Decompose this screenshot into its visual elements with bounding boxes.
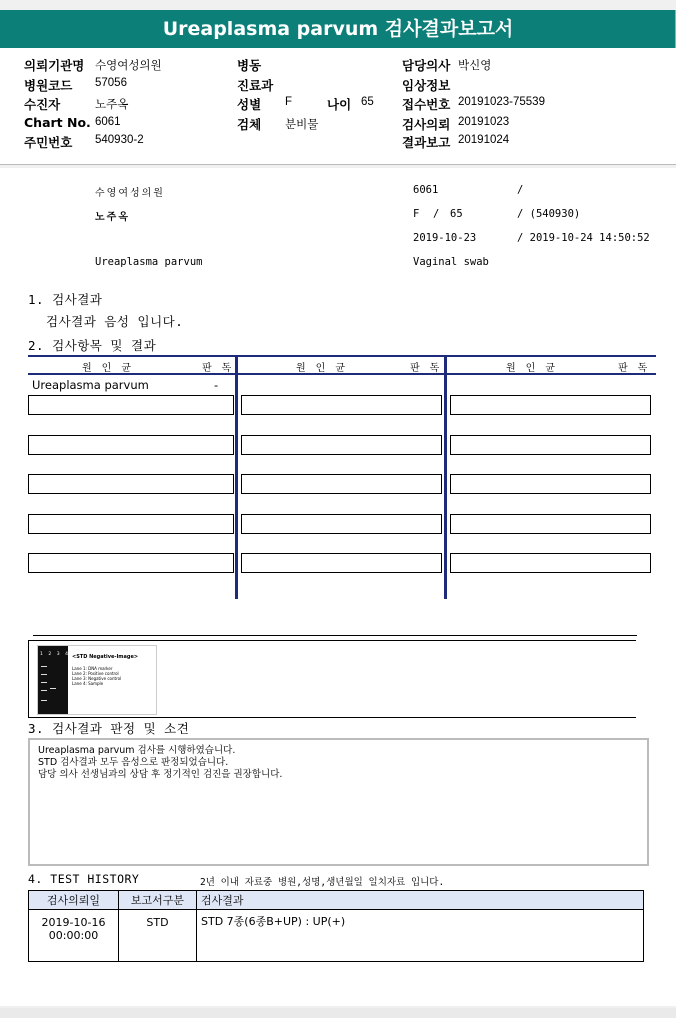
- gel-band: [50, 688, 56, 689]
- col2-result-header: 판 독: [410, 363, 442, 374]
- comment-box: [28, 738, 649, 866]
- section3-heading: 3. 검사결과 판정 및 소견: [28, 721, 190, 736]
- history-date-cell: [29, 910, 119, 962]
- summary-sep: /: [433, 208, 440, 220]
- gel-band: [41, 682, 47, 683]
- gel-image-frame: [28, 640, 636, 718]
- result-cell: [450, 514, 651, 534]
- sex-label: 성별: [237, 97, 262, 112]
- report-date-value: 20191024: [458, 134, 510, 146]
- summary-slash: /: [517, 184, 524, 196]
- result-cell: [450, 474, 651, 494]
- summary-sex: F: [413, 208, 420, 220]
- grid-divider-1: [235, 357, 238, 599]
- age-value: 65: [361, 96, 374, 108]
- history-header-row: [29, 891, 644, 910]
- gel-lane-number: 4: [65, 652, 68, 657]
- doctor-label: 담당의사: [402, 58, 451, 73]
- gel-band: [41, 666, 47, 667]
- col3-result-header: 판 독: [618, 363, 650, 374]
- col1-pathogen-header: 원 인 균: [82, 363, 134, 374]
- chart-no-label: Chart No.: [24, 115, 91, 130]
- history-header-date: 검사의뢰일: [29, 891, 119, 910]
- col1-result-header: 판 독: [202, 363, 234, 374]
- result-cell: [450, 395, 651, 415]
- summary-rrn: / (540930): [517, 208, 581, 220]
- doctor-value: 박신영: [458, 60, 492, 72]
- ward-label: 병동: [237, 58, 262, 73]
- comment-line: STD 검사결과 모두 음성으로 판정되었습니다.: [38, 757, 229, 768]
- gel-lane-number: 2: [48, 652, 52, 657]
- gel-lane-number: 3: [56, 652, 60, 657]
- summary-age: 65: [450, 208, 463, 220]
- specimen-value: 분비물: [285, 119, 319, 131]
- summary-date1: 2019-10-23: [413, 232, 477, 244]
- gel-band: [41, 690, 47, 691]
- grid-divider-2: [444, 357, 447, 599]
- result-cell: [28, 553, 234, 573]
- gel-band: [41, 674, 47, 675]
- request-date-label: 검사의뢰: [402, 117, 451, 132]
- clinic-label: 의뢰기관명: [24, 58, 85, 73]
- bottom-strip: [0, 1008, 676, 1018]
- specimen-label: 검체: [237, 117, 262, 132]
- history-header-type: 보고서구분: [119, 891, 197, 910]
- hospital-code-value: 57056: [95, 77, 127, 89]
- report-date-label: 결과보고: [402, 135, 451, 150]
- report-sheet: [0, 168, 676, 1006]
- gel-legend-line: Lane 2: Positive control: [72, 671, 119, 676]
- rrn-value: 540930-2: [95, 134, 144, 146]
- section4-heading: 4. TEST HISTORY: [28, 872, 140, 886]
- summary-test-name: Ureaplasma parvum: [95, 256, 203, 268]
- chart-no-value: 6061: [95, 116, 121, 128]
- history-time: 00:00:00: [48, 929, 99, 942]
- gel-legend-lines: [72, 666, 121, 686]
- gel-band: [41, 700, 47, 701]
- sex-value: F: [285, 96, 293, 108]
- history-note: 2년 이내 자료중 병원,성명,생년월일 일치자료 입니다.: [200, 877, 445, 888]
- result-cell: [28, 435, 234, 455]
- comment-line: Ureaplasma parvum 검사를 시행하였습니다.: [38, 745, 236, 756]
- result-cell: [241, 474, 442, 494]
- request-date-value: 20191023: [458, 116, 510, 128]
- gel-lane-numbers: [40, 652, 68, 660]
- gel-legend-line: Lane 3: Negative control: [72, 676, 122, 681]
- section1-text: 검사결과 음성 입니다.: [46, 314, 184, 329]
- patient-value: 노주옥: [95, 99, 129, 111]
- summary-specimen: Vaginal swab: [413, 256, 489, 268]
- result-cell: [450, 553, 651, 573]
- result-cell: [28, 514, 234, 534]
- result-cell: [28, 474, 234, 494]
- history-date: 2019-10-16: [41, 916, 106, 929]
- table-row: [29, 910, 644, 962]
- gel-legend-line: Lane 4: Sample: [72, 681, 104, 686]
- history-result: STD 7종(6종B+UP) : UP(+): [197, 910, 644, 962]
- history-header-result: 검사결과: [197, 891, 644, 910]
- result-cell: [241, 435, 442, 455]
- summary-date2: / 2019-10-24 14:50:52: [517, 232, 650, 244]
- patient-label: 수진자: [24, 97, 61, 112]
- receipt-no-label: 접수번호: [402, 97, 451, 112]
- clinical-info-label: 임상정보: [402, 78, 451, 93]
- summary-clinic: 수영여성의원: [95, 188, 165, 199]
- row1-pathogen: Ureaplasma parvum: [32, 378, 149, 392]
- gel-rule: [33, 635, 637, 636]
- hospital-code-label: 병원코드: [24, 78, 73, 93]
- receipt-no-value: 20191023-75539: [458, 96, 545, 108]
- result-cell: [241, 395, 442, 415]
- gel-legend-title: <STD Negative-Image>: [72, 654, 139, 660]
- section2-heading: 2. 검사항목 및 결과: [28, 338, 157, 353]
- col3-pathogen-header: 원 인 균: [506, 363, 558, 374]
- row1-result: -: [214, 378, 219, 392]
- col2-pathogen-header: 원 인 균: [296, 363, 348, 374]
- department-label: 진료과: [237, 78, 274, 93]
- gel-legend-line: Lane 1: DNA marker: [72, 666, 113, 671]
- clinic-value: 수영여성의원: [95, 60, 162, 72]
- rrn-label: 주민번호: [24, 135, 73, 150]
- history-table: [28, 890, 644, 962]
- summary-chart: 6061: [413, 184, 439, 196]
- gel-image: [37, 645, 157, 715]
- section1-heading: 1. 검사결과: [28, 292, 103, 307]
- summary-patient: 노주옥: [95, 212, 130, 223]
- comment-line: 담당 의사 선생님과의 상담 후 정기적인 검진을 권장합니다.: [38, 769, 283, 780]
- report-title: Ureaplasma parvum 검사결과보고서: [162, 18, 514, 40]
- report-title-bar: [0, 10, 676, 48]
- result-cell: [450, 435, 651, 455]
- patient-header: [0, 48, 676, 165]
- age-label: 나이: [327, 97, 352, 112]
- history-type: STD: [119, 910, 197, 962]
- result-cell: [241, 514, 442, 534]
- grid-top-line: [28, 355, 656, 357]
- result-cell: [241, 553, 442, 573]
- result-cell: [28, 395, 234, 415]
- gel-lane-number: 1: [40, 652, 43, 657]
